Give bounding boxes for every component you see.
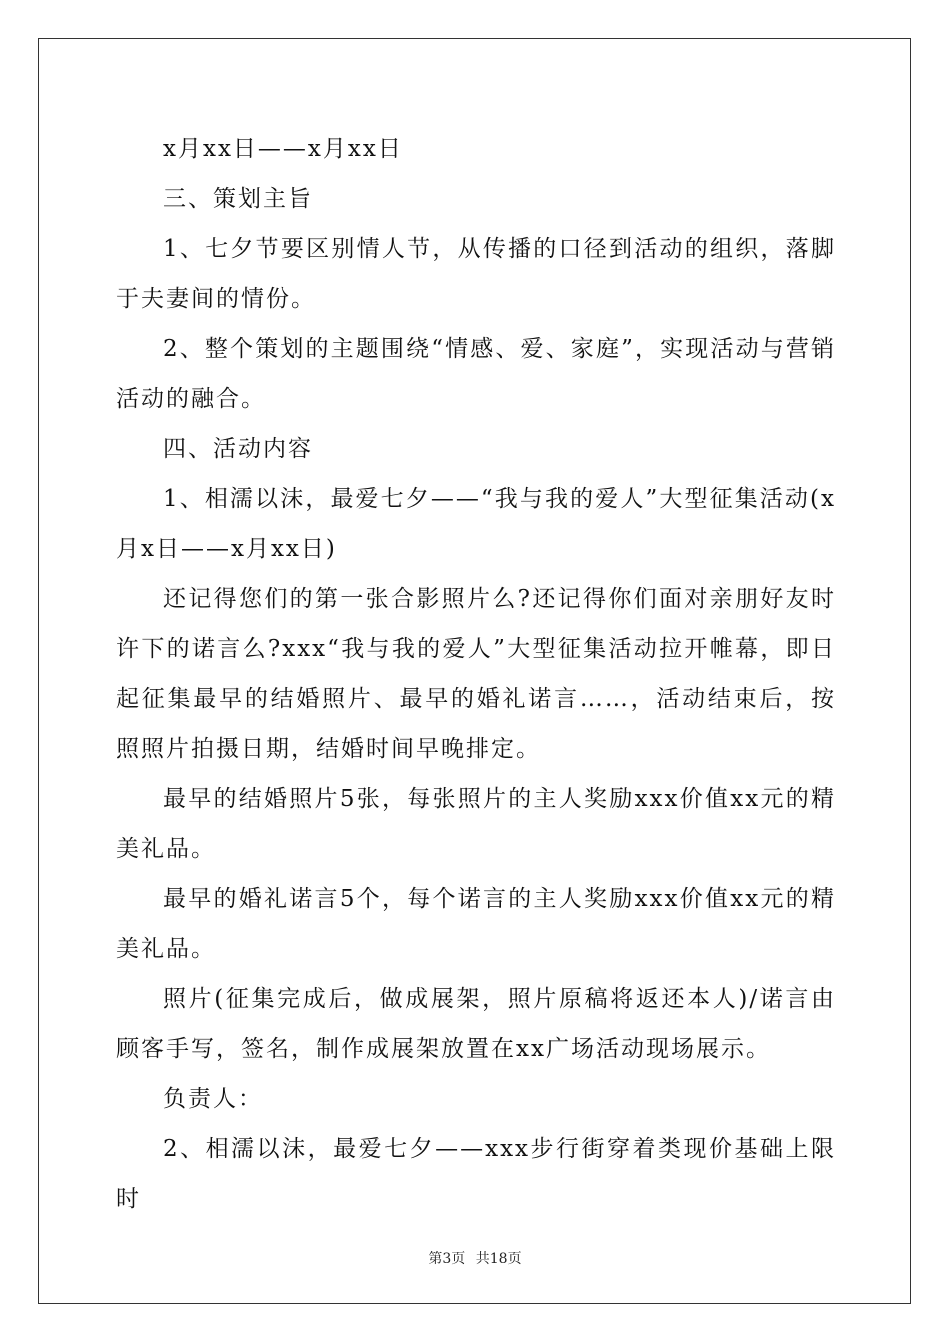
total-pages: 共18页 bbox=[475, 1251, 522, 1267]
document-body bbox=[116, 124, 836, 1224]
page-footer bbox=[0, 1248, 950, 1268]
section-heading-activities: 四、活动内容 bbox=[163, 436, 313, 462]
activity-1-description: 还记得您们的第一张合影照片么?还记得你们面对亲朋好友时许下的诺言么?xxx“我与我的爱人”大型征集活动拉开帷幕，即日起征集最早的结婚照片、最早的婚礼诺言……，活动结束后，按照照片拍摄日期，结婚时间早晚排定。 bbox=[116, 586, 836, 762]
date-range-line: x月xx日——x月xx日 bbox=[163, 136, 403, 162]
display-note: 照片(征集完成后，做成展架，照片原稿将返还本人)/诺言由顾客手写，签名，制作成展架放置在xx广场活动现场展示。 bbox=[116, 986, 836, 1062]
vow-prize-line: 最早的婚礼诺言5个，每个诺言的主人奖励xxx价值xx元的精美礼品。 bbox=[116, 886, 836, 962]
section-heading-purpose: 三、策划主旨 bbox=[163, 186, 313, 212]
purpose-item-2: 2、整个策划的主题围绕“情感、爱、家庭”，实现活动与营销活动的融合。 bbox=[116, 336, 836, 412]
activity-1-title: 1、相濡以沫，最爱七夕——“我与我的爱人”大型征集活动(x月x日——x月xx日) bbox=[116, 486, 836, 562]
activity-2-title: 2、相濡以沫，最爱七夕——xxx步行街穿着类现价基础上限时 bbox=[116, 1136, 836, 1212]
photo-prize-line: 最早的结婚照片5张，每张照片的主人奖励xxx价值xx元的精美礼品。 bbox=[116, 786, 836, 862]
purpose-item-1: 1、七夕节要区别情人节，从传播的口径到活动的组织，落脚于夫妻间的情份。 bbox=[116, 236, 836, 312]
page-number: 第3页 bbox=[428, 1251, 466, 1267]
person-in-charge: 负责人： bbox=[163, 1086, 263, 1112]
